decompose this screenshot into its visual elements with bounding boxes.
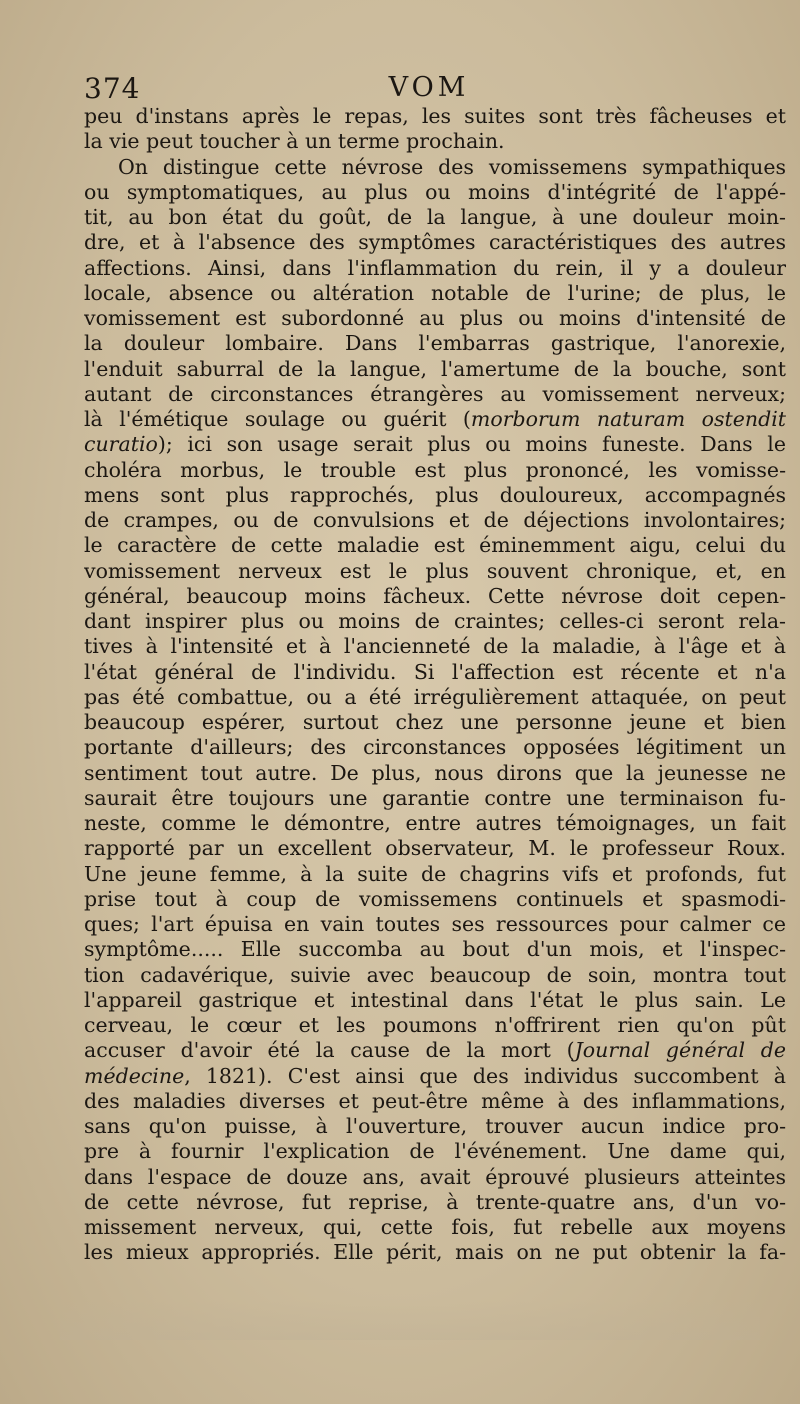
text-line: vomissement nerveux est le plus souvent chronique, et, en bbox=[84, 558, 786, 583]
text-line: tit, au bon état du goût, de la langue, à une douleur moin- bbox=[84, 205, 786, 229]
text-line: affections. Ainsi, dans l'inflammation du rein, il y a douleur bbox=[84, 255, 786, 280]
text-line: mens sont plus rapprochés, plus douloureux, accompagnés bbox=[84, 482, 786, 507]
text-line: accuser d'avoir été la cause de la mort (Journal général de bbox=[84, 1038, 786, 1063]
text-line: rapporté par un excellent observateur, M. le professeur Roux. bbox=[84, 836, 786, 861]
text-line: curatio); ici son usage serait plus ou moins funeste. Dans le bbox=[84, 432, 786, 457]
text-line: prise tout à coup de vomissemens continuels et spasmodi- bbox=[84, 886, 786, 911]
text-line: neste, comme le démontre, entre autres témoignages, un fait bbox=[84, 811, 786, 835]
page-bottom-shading bbox=[60, 1300, 760, 1340]
text-line: dant inspirer plus ou moins de craintes; celles-ci seront rela- bbox=[84, 609, 786, 633]
text-line: symptôme..... Elle succomba au bout d'un mois, et l'inspec- bbox=[84, 937, 786, 962]
page-number: 374 bbox=[84, 72, 141, 105]
body-text bbox=[84, 104, 786, 1266]
italic-citation: morborum naturam ostendit bbox=[470, 407, 786, 431]
text-line: des maladies diverses et peut-être même à des inflammations, bbox=[84, 1088, 786, 1113]
text-line: dre, et à l'absence des symptômes caractéristiques des autres bbox=[84, 230, 786, 255]
text-line: l'enduit saburral de la langue, l'amertume de la bouche, sont bbox=[84, 356, 786, 381]
text-line: cerveau, le cœur et les poumons n'offrirent rien qu'on pût bbox=[84, 1013, 786, 1037]
text-line: pre à fournir l'explication de l'événement. Une dame qui, bbox=[84, 1139, 786, 1164]
running-head: VOM bbox=[388, 72, 470, 103]
text-line: ou symptomatiques, au plus ou moins d'intégrité de l'appé- bbox=[84, 179, 786, 204]
text-line: tives à l'intensité et à l'ancienneté de la maladie, à l'âge et à bbox=[84, 634, 786, 659]
text-line: médecine, 1821). C'est ainsi que des individus succombent à bbox=[84, 1063, 786, 1088]
text-line: la douleur lombaire. Dans l'embarras gastrique, l'anorexie, bbox=[84, 331, 786, 356]
text-line: locale, absence ou altération notable de l'urine; de plus, le bbox=[84, 280, 786, 305]
text-line: là l'émétique soulage ou guérit (morborum naturam ostendit bbox=[84, 407, 786, 431]
text-line: ques; l'art épuisa en vain toutes ses ressources pour calmer ce bbox=[84, 912, 786, 936]
italic-citation: curatio bbox=[84, 432, 158, 457]
text-line: l'état général de l'individu. Si l'affection est récente et n'a bbox=[84, 659, 786, 684]
text-line: sans qu'on puisse, à l'ouverture, trouver aucun indice pro- bbox=[84, 1114, 786, 1138]
text-line: vomissement est subordonné au plus ou moins d'intensité de bbox=[84, 306, 786, 330]
text-line: la vie peut toucher à un terme prochain. bbox=[84, 129, 505, 154]
text-line: le caractère de cette maladie est éminemment aigu, celui du bbox=[84, 533, 786, 558]
text-line: tion cadavérique, suivie avec beaucoup de soin, montra tout bbox=[84, 962, 786, 987]
text-line: de cette névrose, fut reprise, à trente-quatre ans, d'un vo- bbox=[84, 1189, 786, 1214]
text-line: saurait être toujours une garantie contre une terminaison fu- bbox=[84, 785, 786, 810]
text-line: de crampes, ou de convulsions et de déjections involontaires; bbox=[84, 508, 786, 532]
text-line: portante d'ailleurs; des circonstances opposées légitiment un bbox=[84, 735, 786, 760]
text-line: Une jeune femme, à la suite de chagrins vifs et profonds, fut bbox=[84, 861, 786, 886]
text-line: général, beaucoup moins fâcheux. Cette névrose doit cepen- bbox=[84, 583, 786, 608]
text-line: missement nerveux, qui, cette fois, fut rebelle aux moyens bbox=[84, 1215, 786, 1239]
italic-citation: Journal général de bbox=[574, 1038, 786, 1063]
text-line: beaucoup espérer, surtout chez une personne jeune et bien bbox=[84, 710, 786, 734]
text-line: l'appareil gastrique et intestinal dans l'état le plus sain. Le bbox=[84, 987, 786, 1012]
text-line: peu d'instans après le repas, les suites sont très fâcheuses et bbox=[84, 104, 786, 128]
text-line: sentiment tout autre. De plus, nous dirons que la jeunesse ne bbox=[84, 760, 786, 785]
text-line: pas été combattue, ou a été irrégulièrement attaquée, on peut bbox=[84, 684, 786, 709]
text-line: dans l'espace de douze ans, avait éprouvé plusieurs atteintes bbox=[84, 1164, 786, 1189]
page-header bbox=[84, 72, 774, 106]
text-line: choléra morbus, le trouble est plus prononcé, les vomisse- bbox=[84, 457, 786, 482]
text-line: autant de circonstances étrangères au vomissement nerveux; bbox=[84, 381, 786, 406]
italic-citation: médecine bbox=[84, 1063, 185, 1088]
text-line: On distingue cette névrose des vomissemens sympathiques bbox=[118, 154, 786, 179]
text-line: les mieux appropriés. Elle périt, mais on ne put obtenir la fa- bbox=[84, 1240, 786, 1265]
